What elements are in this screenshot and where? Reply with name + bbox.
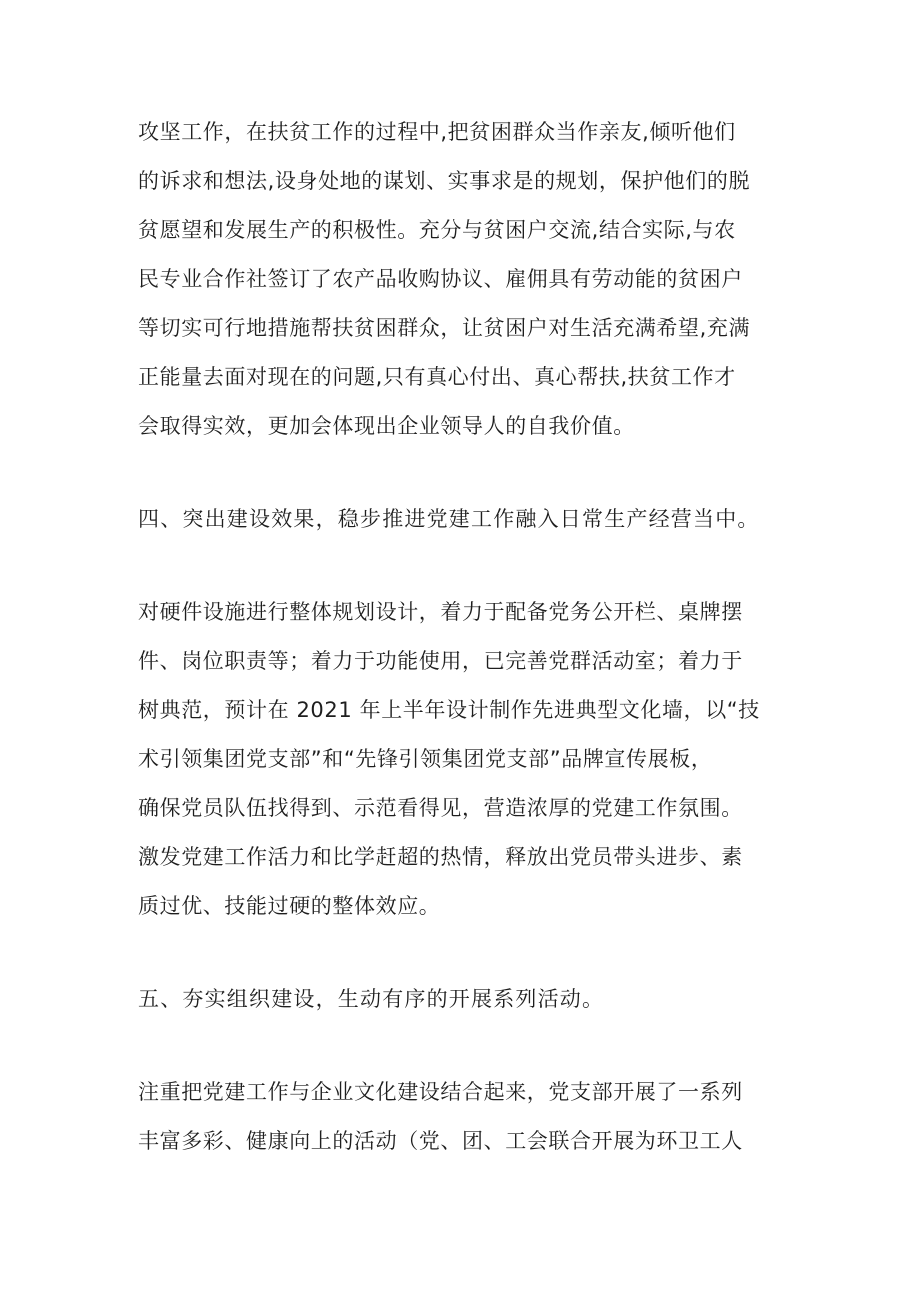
paragraph-1-line-4: 民专业合作社签订了农产品收购协议、雇佣具有劳动能的贫困户: [138, 267, 743, 291]
paragraph-2-line-4: 术引领集团党支部”和“先锋引领集团党支部”品牌宣传展板，: [138, 747, 713, 771]
paragraph-2-line-5: 确保党员队伍找得到、示范看得见，营造浓厚的党建工作氛围。: [138, 796, 743, 820]
paragraph-3-line-2: 丰富多彩、健康向上的活动（党、团、工会联合开展为环卫工人: [138, 1129, 743, 1153]
section-heading-4: 四、突出建设效果，稳步推进党建工作融入日常生产经营当中。: [138, 507, 760, 531]
paragraph-1-line-3: 贫愿望和发展生产的积极性。充分与贫困户交流,结合实际,与农: [138, 218, 736, 242]
paragraph-1-line-6: 正能量去面对现在的问题,只有真心付出、真心帮扶,扶贫工作才: [138, 365, 736, 389]
section-heading-5: 五、夯实组织建设，生动有序的开展系列活动。: [138, 987, 605, 1011]
paragraph-2-line-7: 质过优、技能过硬的整体效应。: [138, 894, 441, 918]
paragraph-3-line-1: 注重把党建工作与企业文化建设结合起来，党支部开展了一系列: [138, 1080, 743, 1104]
paragraph-1-line-1: 攻坚工作，在扶贫工作的过程中,把贫困群众当作亲友,倾听他们: [138, 120, 736, 144]
paragraph-2-line-6: 激发党建工作活力和比学赶超的热情，释放出党员带头进步、素: [138, 845, 743, 869]
paragraph-1-line-2: 的诉求和想法,设身处地的谋划、实事求是的规划，保护他们的脱: [138, 169, 751, 193]
paragraph-2-line-2: 件、岗位职责等；着力于功能使用，已完善党群活动室；着力于: [138, 649, 743, 673]
paragraph-1-line-5: 等切实可行地措施帮扶贫困群众，让贫困户对生活充满希望,充满: [138, 316, 751, 340]
paragraph-2-line-3: 树典范，预计在 2021 年上半年设计制作先进典型文化墙，以“技: [138, 698, 760, 722]
paragraph-2-line-1: 对硬件设施进行整体规划设计，着力于配备党务公开栏、桌牌摆: [138, 600, 743, 624]
paragraph-1-line-7: 会取得实效，更加会体现出企业领导人的自我价值。: [138, 414, 635, 438]
